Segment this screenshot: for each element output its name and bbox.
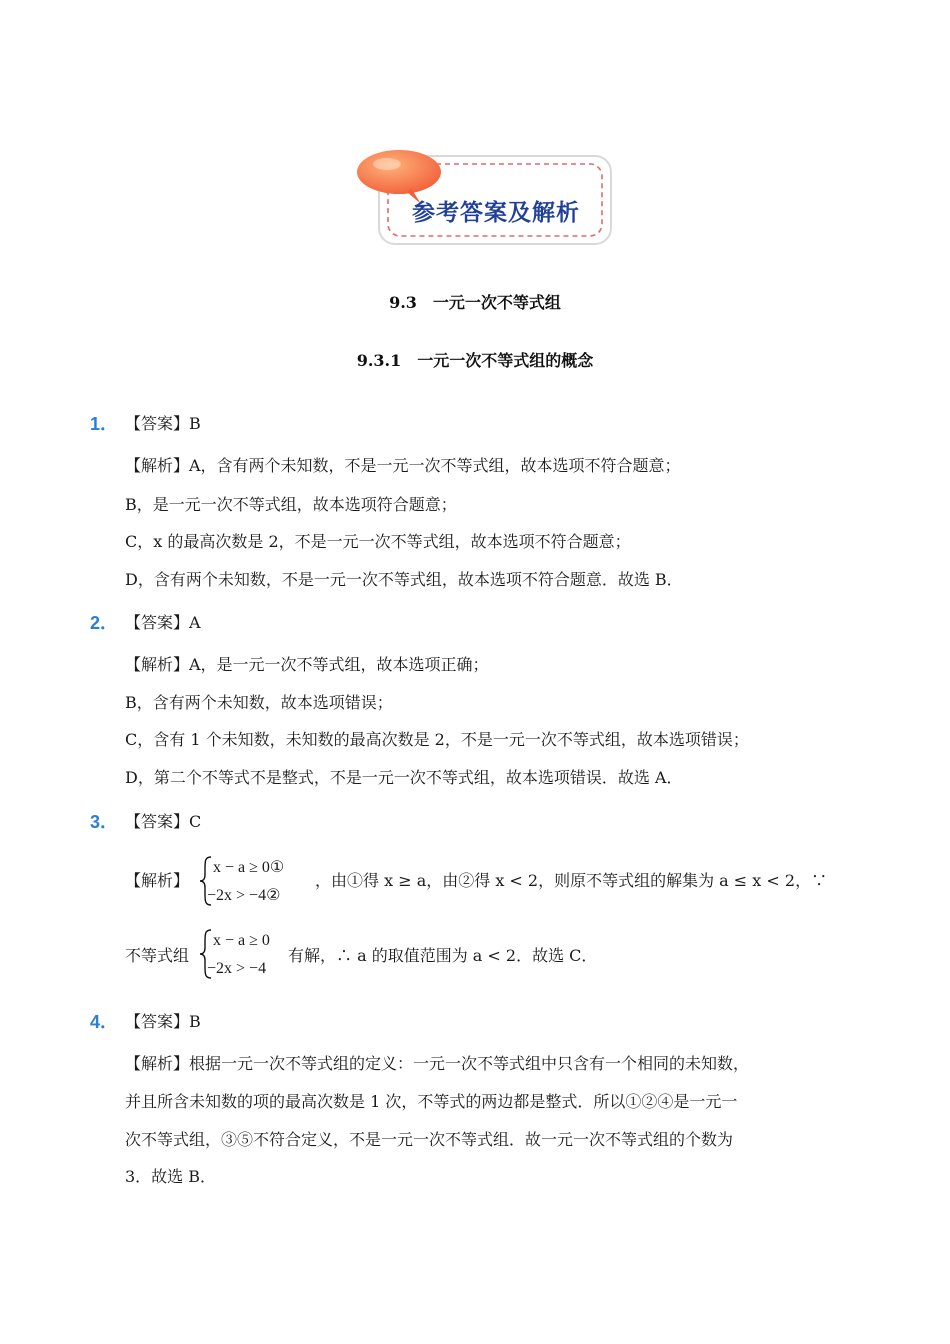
q1-answer: 【答案】B	[125, 414, 201, 433]
q3-system2-row2: −2x > −4	[207, 960, 267, 977]
q3-answer: 【答案】C	[125, 812, 202, 831]
q2-answer: 【答案】A	[125, 613, 201, 632]
q3-number: 3．	[90, 812, 119, 832]
q4-line-4: 3．故选 B．	[125, 1167, 217, 1186]
q4-answer: 【答案】B	[125, 1012, 201, 1031]
q1-number: 1．	[90, 414, 119, 434]
answer-banner	[355, 148, 617, 250]
q3-system2-row1: x − a ≥ 0	[213, 932, 270, 949]
q1-line-3: C，x 的最高次数是 2，不是一元一次不等式组，故本选项不符合题意；	[125, 532, 631, 551]
section-subtitle: 9.3.1 一元一次不等式组的概念	[356, 351, 594, 370]
q2-line-4: D，第二个不等式不是整式，不是一元一次不等式组，故本选项错误．故选 A．	[125, 768, 683, 787]
q4-line-3: 次不等式组，③⑤不符合定义，不是一元一次不等式组．故一元一次不等式组的个数为	[125, 1130, 734, 1149]
q2-line-2: B，含有两个未知数，故本选项错误；	[125, 693, 393, 712]
q1-line-4: D，含有两个未知数，不是一元一次不等式组，故本选项不符合题意．故选 B．	[125, 570, 683, 589]
q2-line-1: 【解析】A，是一元一次不等式组，故本选项正确；	[125, 655, 489, 674]
q3-system1-row1: x − a ≥ 0①	[213, 859, 285, 876]
q3-conclusion: 有解，∴ a 的取值范围为 a < 2．故选 C．	[288, 946, 598, 965]
q3-system1-row2: −2x > −4②	[207, 887, 281, 904]
q2-number: 2．	[90, 613, 119, 633]
q4-line-2: 并且所含未知数的项的最高次数是 1 次，不等式的两边都是整式．所以①②④是一元一	[125, 1092, 738, 1111]
q2-line-3: C，含有 1 个未知数，未知数的最高次数是 2，不是一元一次不等式组，故本选项错误；	[125, 730, 749, 749]
q3-prefix: 不等式组	[125, 946, 190, 965]
q3-analysis-tag: 【解析】	[125, 871, 190, 890]
section-title: 9.3 一元一次不等式组	[389, 293, 561, 312]
q4-line-1: 【解析】根据一元一次不等式组的定义：一元一次不等式组中只含有一个相同的未知数，	[125, 1054, 750, 1073]
banner-title: 参考答案及解析	[412, 200, 580, 226]
q1-line-1: 【解析】A，含有两个未知数，不是一元一次不等式组，故本选项不符合题意；	[125, 456, 681, 475]
q3-analysis-rest: ，由①得 x ≥ a，由②得 x < 2，则原不等式组的解集为 a ≤ x < 2，∵	[315, 871, 828, 890]
q1-line-2: B，是一元一次不等式组，故本选项符合题意；	[125, 495, 457, 514]
q4-number: 4．	[90, 1012, 119, 1032]
